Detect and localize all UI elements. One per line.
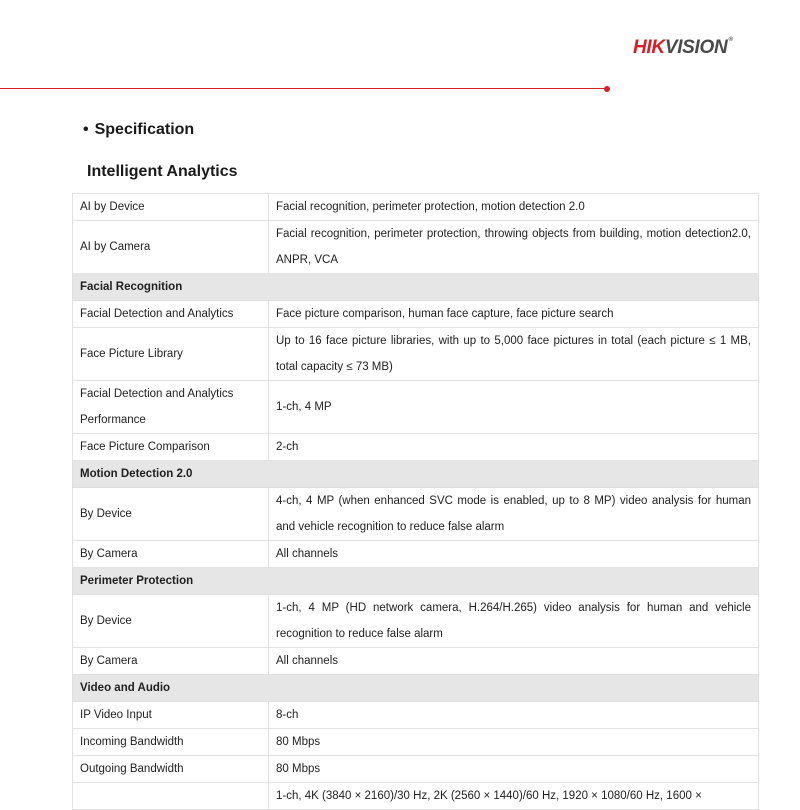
group-heading: Video and Audio [73,675,759,702]
header-divider-line [0,88,604,89]
spec-table [72,193,759,810]
spec-label: By Device [73,488,269,541]
table-row [73,595,759,648]
heading-bullet: • [83,121,89,138]
table-row [73,648,759,675]
spec-value: All channels [269,648,759,675]
table-row [73,702,759,729]
spec-value: 80 Mbps [269,756,759,783]
spec-value: All channels [269,541,759,568]
hikvision-logo [633,37,733,59]
group-heading: Perimeter Protection [73,568,759,595]
spec-label: AI by Device [73,194,269,221]
table-row [73,541,759,568]
spec-label: Face Picture Library [73,328,269,381]
spec-value: Facial recognition, perimeter protection, motion detection 2.0 [269,194,759,221]
spec-value: Up to 16 face picture libraries, with up to 5,000 face pictures in total (each picture ≤ 1 MB, total capacity ≤ 73 MB) [269,328,759,381]
table-row [73,328,759,381]
table-row [73,381,759,434]
table-group-row [73,675,759,702]
specification-heading [83,121,194,139]
group-heading: Motion Detection 2.0 [73,461,759,488]
spec-value: Facial recognition, perimeter protection, throwing objects from building, motion detection2.0, ANPR, VCA [269,221,759,274]
table-row [73,434,759,461]
table-group-row [73,568,759,595]
table-row [73,783,759,810]
table-row [73,729,759,756]
table-group-row [73,274,759,301]
spec-value: 4-ch, 4 MP (when enhanced SVC mode is enabled, up to 8 MP) video analysis for human and vehicle recognition to reduce false alarm [269,488,759,541]
spec-label: Outgoing Bandwidth [73,756,269,783]
logo-brand-red: HIK [633,37,665,58]
spec-value: 1-ch, 4 MP (HD network camera, H.264/H.265) video analysis for human and vehicle recognition to reduce false alarm [269,595,759,648]
spec-label: By Device [73,595,269,648]
spec-label: Facial Detection and Analytics Performance [73,381,269,434]
table-row [73,301,759,328]
spec-label [73,783,269,810]
group-heading: Facial Recognition [73,274,759,301]
table-group-row [73,461,759,488]
table-row [73,488,759,541]
spec-value: 1-ch, 4 MP [269,381,759,434]
header-divider-dot [604,86,610,92]
spec-value: 80 Mbps [269,729,759,756]
spec-value: 1-ch, 4K (3840 × 2160)/30 Hz, 2K (2560 × 1440)/60 Hz, 1920 × 1080/60 Hz, 1600 × [269,783,759,810]
spec-label: Face Picture Comparison [73,434,269,461]
table-row [73,221,759,274]
logo-brand-grey: VISION [664,37,728,58]
table-row [73,756,759,783]
spec-label: AI by Camera [73,221,269,274]
spec-label: Facial Detection and Analytics [73,301,269,328]
spec-label: Incoming Bandwidth [73,729,269,756]
spec-value: Face picture comparison, human face capture, face picture search [269,301,759,328]
spec-value: 8-ch [269,702,759,729]
table-row [73,194,759,221]
spec-label: By Camera [73,541,269,568]
spec-label: By Camera [73,648,269,675]
spec-value: 2-ch [269,434,759,461]
spec-label: IP Video Input [73,702,269,729]
registered-mark: ® [728,37,733,43]
specification-heading-text: Specification [94,121,195,138]
section-title: Intelligent Analytics [87,163,238,180]
